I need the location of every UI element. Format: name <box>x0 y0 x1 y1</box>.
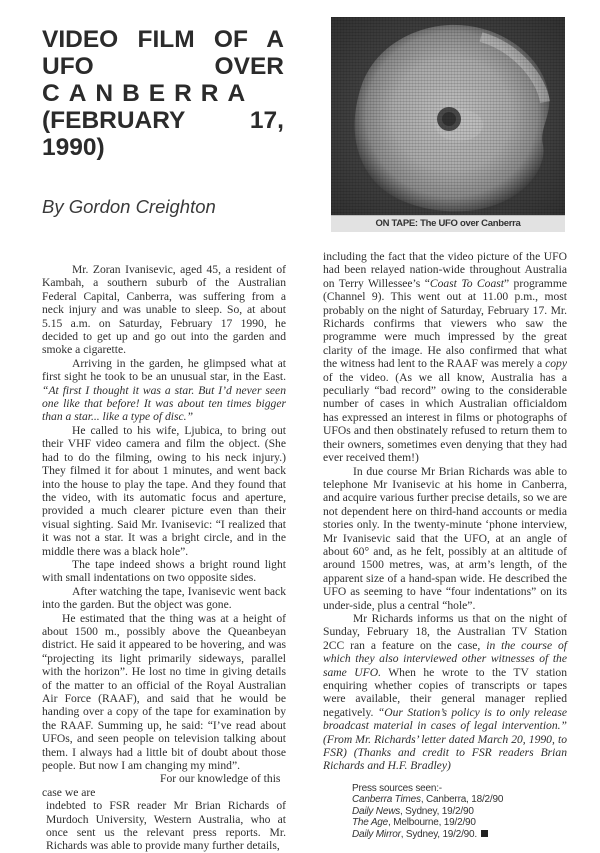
source-detail: , Sydney, 19/2/90 <box>400 805 474 817</box>
paragraph <box>42 357 286 424</box>
source-item <box>352 794 503 805</box>
paragraph-text: When he wrote to the TV station enquiring whether copies of transcripts or tapes were available, their general manager replied negatively. <box>323 665 568 719</box>
title-line: 1990) <box>42 134 105 161</box>
end-of-article-square-icon <box>481 830 488 837</box>
source-item <box>352 806 503 817</box>
source-paper: The Age <box>352 817 389 829</box>
paragraph: indebted to FSR reader Mr Brian Richards of Murdoch University, Western Australia, who at once sent us the relevant press reports. Mr. Richards was able to provide many further details, <box>46 799 286 853</box>
ufo-image <box>331 17 565 216</box>
paragraph <box>323 612 567 773</box>
right-column <box>323 250 567 773</box>
title-line: CANBERRA <box>42 80 255 107</box>
paragraph-text: of the video. (As we all know, Australia has a peculiarly “bad record” owing to the considerable number of cases in which Australian officialdom has expressed an interest in films or photographs of UFOs and then obstinately refused to return them to their owners, sometimes even denying that they had ever received them!) <box>323 370 567 465</box>
paragraph-text: Arriving in the garden, he glimpsed what at first sight he took to be an unusual star, in the East. <box>42 356 286 384</box>
show-title: Coast To Coast <box>429 276 504 290</box>
paragraph: He estimated that the thing was at a height of about 1500 m., possibly above the Queanbeyan district. He said it appeared to be hovering, and was “projecting its light primarily sideways, parallel with the horizon”. He lost no time in giving details of the matter to an official of the Royal Australian Air Force (RAAF), and said that he would be handing over a copy of the tape for examination by the RAAF. Summing up, he said: “I’ve read about UFOs, and seen people on television talking about them. I always had a little bit of doubt about those people. But now I am changing my mind”. <box>42 611 286 773</box>
paragraph-text: ” programme (Channel 9). This went out at 11.00 p.m., most probably on the night of Saturday, February 17. Mr. Richards confirms that viewers who saw the programme were much impressed by the great clarity of the image. He also confirmed that what the witness had lent to the RAAF was merely a <box>323 276 567 371</box>
left-column <box>42 263 286 853</box>
press-sources <box>352 783 503 840</box>
sources-heading: Press sources seen:- <box>352 783 442 794</box>
paragraph: Mr. Zoran Ivanisevic, aged 45, a resident of Kambah, a southern suburb of the Australian Federal Capital, Canberra, was suffering from a neck injury and was unable to sleep. So, at about 5.15 a.m. on Saturday, February 17 1990, he decided to get up and go out into the garden and smoke a cigarette. <box>42 263 286 357</box>
title-line: (FEBRUARY 17, <box>42 107 284 134</box>
photo-caption: ON TAPE: The UFO over Canberra <box>331 215 565 232</box>
paragraph: The tape indeed shows a bright round light with small indentations on two opposite sides. <box>42 557 286 585</box>
byline: By Gordon Creighton <box>42 196 216 217</box>
source-paper: Daily News <box>352 805 401 817</box>
paragraph: He called to his wife, Ljubica, to bring out their VHF video camera and film the object. (She had to do the filming, owing to his neck injury.) They filmed it for about 1 minutes, and went back into the house to play the tape. And they found that the video, with its automatic focus and aperture, provided a much clearer picture even than their visual sighting. Said Mr. Ivanisevic: “I realized that it was not a star. It was a bright circle, and in the middle there was a black hole”. <box>42 423 286 558</box>
paragraph-text: including the fact that the video picture of the UFO had been relayed nation-wide throughout Australia on Terry Willessee’s “ <box>323 250 567 290</box>
source-item <box>352 817 503 828</box>
source-detail: , Sydney, 19/2/90. <box>400 828 477 840</box>
paragraph-lead: For our knowledge of this case we are <box>42 772 281 799</box>
ufo-photo <box>331 17 565 232</box>
station-quote: “Our Station’s policy is to only release broadcast material in cases of legal intervention.” (From Mr. Richards’ letter dated March 20, 1990, to FSR) (Thanks and credit to FSR readers Brian Richards and H.F. Bradley) <box>323 705 567 773</box>
emphasis: in the course of which they also interviewed other witnesses of the same UFO. <box>323 638 567 679</box>
source-detail: , Canberra, 18/2/90 <box>420 794 504 806</box>
witness-quote: “At first I thought it was a star. But I’d never seen one like that before! It was about ten times bigger than a star... like a type of disc.” <box>42 383 286 424</box>
title-line: VIDEO FILM OF A <box>42 26 284 53</box>
source-detail: , Melbourne, 19/2/90 <box>388 817 476 829</box>
paragraph: After watching the tape, Ivanisevic went back into the garden. But the object was gone. <box>42 584 286 612</box>
source-paper: Canberra Times <box>352 794 421 806</box>
emphasis: copy <box>545 357 567 371</box>
title-line: UFO OVER <box>42 53 284 80</box>
source-paper: Daily Mirror <box>352 828 401 840</box>
article-title <box>42 26 284 161</box>
source-item <box>352 829 503 840</box>
paragraph <box>323 250 567 465</box>
paragraph: In due course Mr Brian Richards was able to telephone Mr Ivanisevic at his home in Canberra, and acquire various further precise details, so we are not dependent here on third-hand accounts or media stories only. In the twenty-minute ‘phone interview, Mr Ivanisevic said that the UFO, at an angle of about 60° and, as he felt, possibly at an altitude of around 1500 metres, was, at arm’s length, of the apparent size of a hand-span wide. He described the UFO as seeming to have “four indentations” on its under-side, plus a central “hole”. <box>323 464 567 612</box>
paragraph-text: Mr Richards informs us that on the night of Sunday, February 18, the Australian TV Station 2CC ran a feature on the case, <box>323 611 567 652</box>
